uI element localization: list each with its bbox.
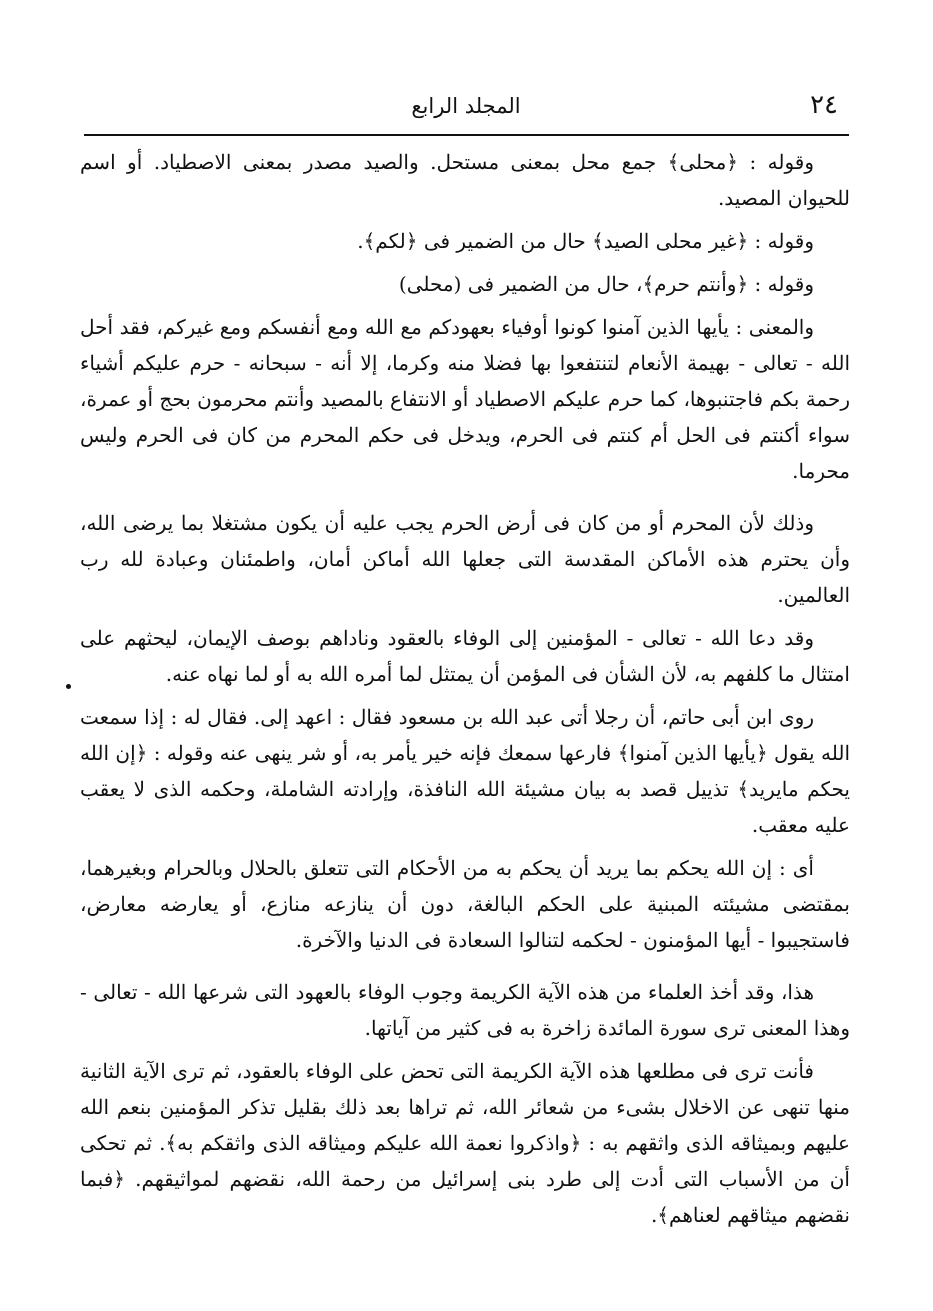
header-divider — [84, 134, 849, 136]
body-text — [80, 144, 850, 1240]
paragraph: وذلك لأن المحرم أو من كان فى أرض الحرم يجب عليه أن يكون مشتغلا بما يرضى الله، وأن يحترم هذه الأماكن المقدسة التى جعلها الله أماكن أمان، واطمئنان وعبادة لله رب العالمين. — [80, 511, 851, 607]
paragraph: فأنت ترى فى مطلعها هذه الآية الكريمة التى تحض على الوفاء بالعقود، ثم ترى الآية الثانية منها تنهى عن الاخلال بشىء من شعائر الله، ثم تراها بعد ذلك بقليل تذكر المؤمنين بنعم الله عليهم وبميثاقه الذى واثقهم به : ﴿واذكروا نعمة الله عليكم وميثاقه الذى واثقكم به﴾. ثم تحكى أن من الأسباب التى أدت إلى طرد بنى إسرائيل من رحمة الله، نقضهم لمواثيقهم. ﴿فبما نقضهم ميثاقهم لعناهم﴾. — [80, 1059, 850, 1227]
paragraph: هذا، وقد أخذ العلماء من هذه الآية الكريمة وجوب الوفاء بالعهود التى شرعها الله - تعالى - وهذا المعنى ترى سورة المائدة زاخرة به فى كثير من آياتها. — [80, 980, 850, 1040]
paragraph: وقوله : ﴿محلى﴾ جمع محل بمعنى مستحل. والصيد مصدر بمعنى الاصطياد. أو اسم للحيوان المصيد. — [80, 150, 850, 210]
paragraph: أى : إن الله يحكم بما يريد أن يحكم به من الأحكام التى تتعلق بالحلال وبالحرام وبغيرهما، بمقتضى مشيئته المبنية على الحكم البالغة، دون أن ينازعه منازع، أو يعارضه معارض، فاستجيبوا - أيها المؤمنون - لحكمه لتنالوا السعادة فى الدنيا والآخرة. — [80, 856, 850, 952]
paragraph: روى ابن أبى حاتم، أن رجلا أتى عبد الله بن مسعود فقال : اعهد إلى. فقال له : إذا سمعت الله يقول ﴿يأيها الذين آمنوا﴾ فارعها سمعك فإنه خير يأمر به، أو شر ينهى عنه وقوله : ﴿إن الله يحكم مايريد﴾ تذييل قصد به بيان مشيئة الله النافذة، وإرادته الشاملة، وحكمه الذى لا يعقب عليه معقب. — [80, 705, 850, 837]
paragraph: وقد دعا الله - تعالى - المؤمنين إلى الوفاء بالعقود وناداهم بوصف الإيمان، ليحثهم على امتثال ما كلفهم به، لأن الشأن فى المؤمن أن يمتثل لما أمره الله به أو لما نهاه عنه. — [80, 626, 850, 686]
margin-mark — [66, 684, 71, 689]
paragraph: وقوله : ﴿وأنتم حرم﴾، حال من الضمير فى (محلى) — [398, 272, 814, 296]
paragraph: والمعنى : يأيها الذين آمنوا كونوا أوفياء بعهودكم مع الله ومع أنفسكم ومع غيركم، فقد أحل الله - تعالى - بهيمة الأنعام لتنتفعوا بها فضلا منه وكرما، إلا أنه - سبحانه - حرم عليكم أشياء رحمة بكم فاجتنبوها، كما حرم عليكم الاصطياد أو الانتفاع بالمصيد وأنتم محرمون بحج أو عمرة، سواء أكنتم فى الحل أم كنتم فى الحرم، ويدخل فى حكم المحرم من كان فى الحرم وليس محرما. — [80, 315, 850, 483]
page-header — [86, 88, 846, 128]
page-number: ٢٤ — [810, 90, 838, 120]
running-title: المجلد الرابع — [411, 94, 521, 118]
paragraph: وقوله : ﴿غير محلى الصيد﴾ حال من الضمير فى ﴿لكم﴾. — [357, 229, 814, 253]
